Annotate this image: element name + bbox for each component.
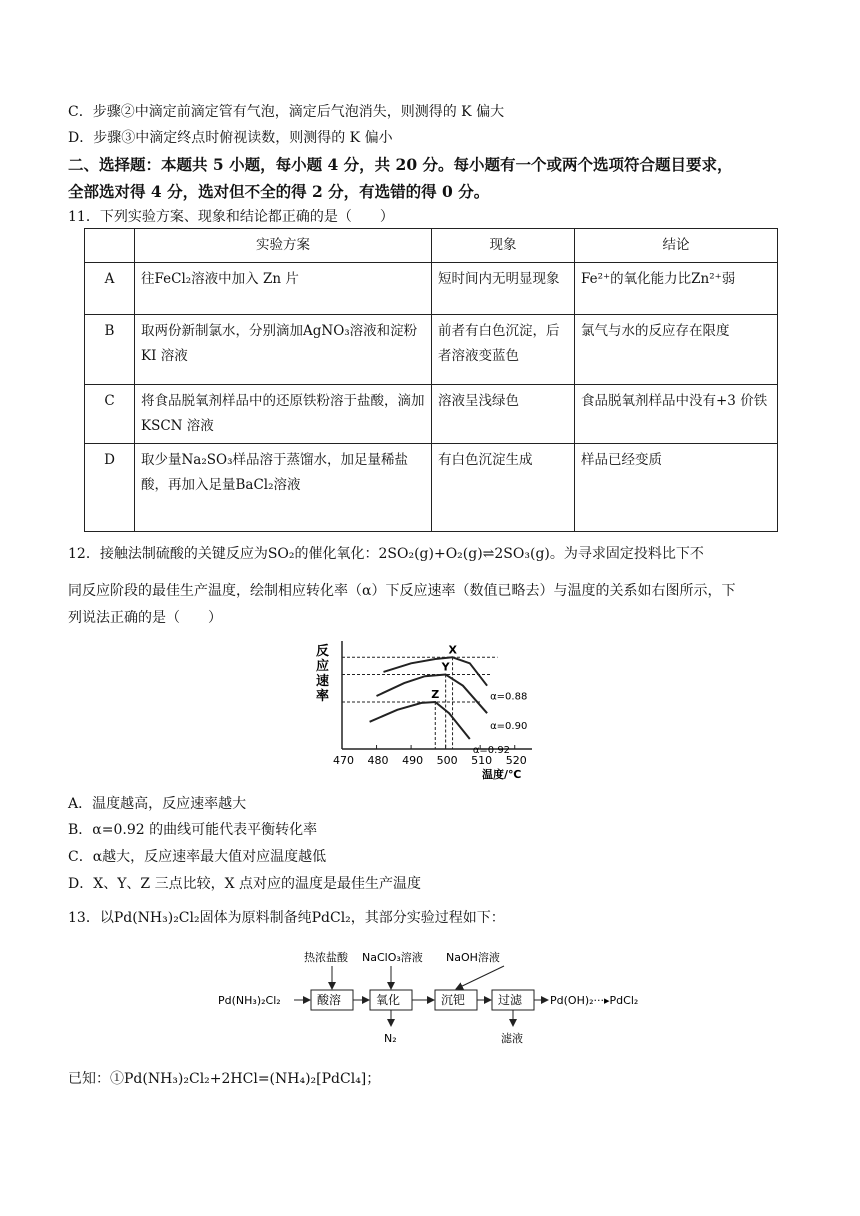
plan-cell: 将食品脱氧剂样品中的还原铁粉溶于盐酸，滴加 KSCN 溶液 (135, 385, 432, 444)
option-d: D．步骤③中滴定终点时俯视读数，则测得的 K 偏小 (68, 130, 393, 146)
table-row (85, 444, 778, 532)
plan-cell: 取两份新制氯水，分别滴加AgNO₃溶液和淀粉 KI 溶液 (135, 315, 432, 385)
section-heading-line1: 二、选择题：本题共 5 小题，每小题 4 分，共 20 分。每小题有一个或两个选项符合题目要求， (68, 155, 733, 174)
flow-product: Pd(OH)₂···▸PdCl₂ (550, 994, 639, 1007)
question-12-line2: 同反应阶段的最佳生产温度，绘制相应转化率（α）下反应速率（数值已略去）与温度的关系如右图所示，下 (68, 583, 736, 599)
row-label: D (85, 444, 135, 532)
point-label: X (448, 643, 458, 657)
question-13: 13．以Pd(NH₃)₂Cl₂固体为原料制备纯PdCl₂，其部分实验过程如下： (68, 910, 505, 926)
table-header-cell: 现象 (432, 229, 575, 263)
x-tick-label: 500 (436, 754, 458, 767)
phenomenon-cell: 有白色沉淀生成 (432, 444, 575, 532)
x-axis-label: 温度/℃ (482, 768, 522, 781)
y-label-char: 应 (316, 659, 330, 674)
conclusion-cell: 食品脱氧剂样品中没有+3 价铁 (575, 385, 778, 444)
series-label: α=0.90 (490, 721, 528, 733)
y-label-char: 率 (316, 689, 330, 704)
x-tick-label: 520 (505, 754, 527, 767)
table-row (85, 315, 778, 385)
table-header-cell: 实验方案 (135, 229, 432, 263)
input-label: NaClO₃溶液 (362, 951, 423, 964)
question-12-line3: 列说法正确的是（ ） (68, 610, 222, 626)
step-label: 酸溶 (317, 993, 342, 1007)
input-label: 热浓盐酸 (304, 951, 348, 964)
option-12d: D．X、Y、Z 三点比较，X 点对应的温度是最佳生产温度 (68, 876, 422, 892)
conclusion-cell: 样品已经变质 (575, 444, 778, 532)
x-tick-label: 470 (333, 754, 354, 767)
row-label: A (85, 263, 135, 315)
y-label-char: 速 (316, 674, 330, 689)
option-12b: B．α=0.92 的曲线可能代表平衡转化率 (68, 822, 318, 838)
question-12-line1: 12．接触法制硫酸的关键反应为SO₂的催化氧化：2SO₂(g)+O₂(g)⇌2SO₃(g)。为寻求固定投料比下不 (68, 546, 704, 562)
phenomenon-cell: 溶液呈浅绿色 (432, 385, 575, 444)
y-label-char: 反 (316, 644, 330, 659)
conclusion-cell: 氯气与水的反应存在限度 (575, 315, 778, 385)
table-row (85, 385, 778, 444)
table-row (85, 263, 778, 315)
phenomenon-cell: 前者有白色沉淀，后者溶液变蓝色 (432, 315, 575, 385)
process-flow-diagram (214, 946, 654, 1056)
table-header-cell (85, 229, 135, 263)
gas-output: N₂ (384, 1032, 397, 1045)
plan-cell: 取少量Na₂SO₃样品溶于蒸馏水，加足量稀盐酸，再加入足量BaCl₂溶液 (135, 444, 432, 532)
step-label: 氧化 (376, 993, 401, 1007)
flow-start: Pd(NH₃)₂Cl₂ (218, 994, 281, 1007)
x-tick-label: 510 (471, 754, 493, 767)
conclusion-cell: Fe²⁺的氧化能力比Zn²⁺弱 (575, 263, 778, 315)
phenomenon-cell: 短时间内无明显现象 (432, 263, 575, 315)
series-label: α=0.88 (490, 691, 528, 703)
rate-temperature-chart (310, 633, 540, 783)
table-header-row (85, 229, 778, 263)
filtrate-label: 滤液 (501, 1032, 523, 1045)
row-label: B (85, 315, 135, 385)
series-line (370, 702, 470, 739)
row-label: C (85, 385, 135, 444)
point-label: Y (441, 660, 450, 674)
option-c: C．步骤②中滴定前滴定管有气泡，滴定后气泡消失，则测得的 K 偏大 (68, 104, 505, 120)
option-12a: A．温度越高，反应速率越大 (68, 796, 247, 812)
known-reaction: 已知：①Pd(NH₃)₂Cl₂+2HCl=(NH₄)₂[PdCl₄]； (68, 1071, 381, 1087)
step-label: 沉钯 (441, 993, 466, 1007)
question-11-table (84, 228, 778, 532)
series-label: α=0.92 (472, 745, 511, 756)
x-tick-label: 490 (402, 754, 424, 767)
series-line (384, 657, 488, 685)
section-heading-line2: 全部选对得 4 分，选对但不全的得 2 分，有选错的得 0 分。 (68, 182, 490, 201)
input-label: NaOH溶液 (446, 951, 500, 964)
x-tick-label: 480 (367, 754, 389, 767)
question-11: 11．下列实验方案、现象和结论都正确的是（ ） (68, 209, 394, 225)
y-axis-label (316, 643, 329, 704)
table-header-cell: 结论 (575, 229, 778, 263)
plan-cell: 往FeCl₂溶液中加入 Zn 片 (135, 263, 432, 315)
option-12c: C．α越大，反应速率最大值对应温度越低 (68, 849, 327, 865)
point-label: Z (431, 688, 440, 702)
step-label: 过滤 (498, 993, 523, 1007)
